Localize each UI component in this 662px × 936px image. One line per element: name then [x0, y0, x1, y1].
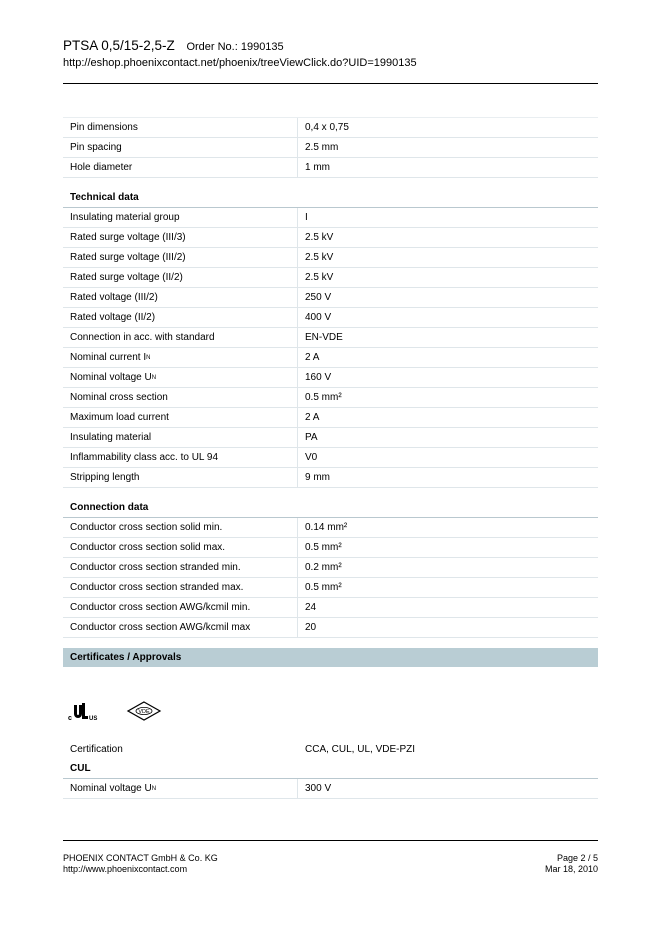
page-header [63, 38, 598, 70]
row-label: Maximum load current [63, 408, 298, 427]
row-label: Rated surge voltage (II/2) [63, 268, 298, 287]
row-value: 2.5 mm [305, 142, 339, 153]
row-label: Stripping length [63, 468, 298, 487]
row-label: Conductor cross section stranded max. [63, 578, 298, 597]
svg-text:c: c [68, 715, 72, 722]
row-label: Rated surge voltage (III/2) [63, 248, 298, 267]
row-value: 0.2 mm² [305, 562, 342, 573]
row-value: 9 mm [305, 472, 330, 483]
table-row [63, 558, 598, 578]
table-row [63, 308, 598, 328]
table-row [63, 618, 598, 638]
row-value: 24 [305, 602, 317, 613]
datasheet-content [63, 117, 598, 799]
row-label: Rated surge voltage (III/3) [63, 228, 298, 247]
table-row [63, 408, 598, 428]
order-number: Order No.: 1990135 [186, 41, 284, 53]
row-value: 0.5 mm² [305, 582, 342, 593]
row-label: Nominal voltage U N [63, 368, 298, 387]
footer-right [545, 853, 598, 875]
footer-left [63, 853, 218, 875]
product-url[interactable]: http://eshop.phoenixcontact.net/phoenix/treeViewClick.do?UID=1990135 [63, 57, 417, 69]
technical-data-heading: Technical data [63, 188, 598, 208]
company-name: PHOENIX CONTACT GmbH & Co. KG [63, 853, 218, 863]
row-label: Conductor cross section AWG/kcmil min. [63, 598, 298, 617]
row-value: 1 mm [305, 162, 330, 173]
table-row [63, 208, 598, 228]
row-value: 0.14 mm² [305, 522, 348, 533]
table-row [63, 538, 598, 558]
footer-divider [63, 840, 598, 841]
row-label: Conductor cross section stranded min. [63, 558, 298, 577]
svg-text:US: US [89, 716, 98, 722]
row-value: V0 [305, 452, 318, 463]
row-value: I [305, 212, 308, 223]
table-row [63, 328, 598, 348]
row-label: Conductor cross section solid min. [63, 518, 298, 537]
approval-logos [63, 667, 598, 739]
row-label: Rated voltage (III/2) [63, 288, 298, 307]
connection-data-table [63, 518, 598, 638]
row-value: 2.5 kV [305, 232, 334, 243]
row-value: 250 V [305, 292, 332, 303]
row-value: 2.5 kV [305, 272, 334, 283]
table-row [63, 228, 598, 248]
certification-value: CCA, CUL, UL, VDE-PZI [305, 743, 416, 755]
print-date: Mar 18, 2010 [544, 864, 598, 874]
row-label: Connection in acc. with standard [63, 328, 298, 347]
row-label: Nominal current I N [63, 348, 298, 367]
table-row [63, 268, 598, 288]
row-label: Conductor cross section solid max. [63, 538, 298, 557]
row-value: 0.5 mm² [305, 542, 342, 553]
table-row [63, 348, 598, 368]
row-value: 0,4 x 0,75 [305, 122, 349, 133]
certificates-heading: Certificates / Approvals [63, 648, 598, 667]
table-row [63, 428, 598, 448]
row-label: Conductor cross section AWG/kcmil max [63, 618, 298, 637]
table-row [63, 448, 598, 468]
table-row [63, 598, 598, 618]
table-row [63, 288, 598, 308]
cul-us-logo [68, 701, 96, 723]
product-title: PTSA 0,5/15-2,5-Z [63, 38, 175, 53]
vde-logo [127, 701, 161, 721]
table-row [63, 158, 598, 178]
row-label: Hole diameter [63, 158, 298, 177]
page-number: Page 2 / 5 [556, 853, 598, 863]
row-value: 400 V [305, 312, 332, 323]
pin-data-table [63, 117, 598, 178]
row-value: 2 A [305, 412, 320, 423]
cul-table [63, 779, 598, 799]
row-label: Nominal cross section [63, 388, 298, 407]
technical-data-table [63, 208, 598, 488]
certification-row [63, 739, 598, 759]
table-row [63, 117, 598, 138]
title-line [63, 38, 598, 55]
row-value: EN-VDE [305, 332, 343, 343]
table-row [63, 368, 598, 388]
row-label: Nominal voltage U N [63, 779, 298, 798]
row-label: Pin spacing [63, 138, 298, 157]
row-value: 300 V [305, 783, 332, 794]
table-row [63, 518, 598, 538]
cul-heading: CUL [63, 759, 598, 779]
row-label: Insulating material [63, 428, 298, 447]
table-row [63, 248, 598, 268]
row-value: 2 A [305, 352, 320, 363]
row-label: Pin dimensions [63, 118, 298, 137]
row-label: Insulating material group [63, 208, 298, 227]
row-label: Rated voltage (II/2) [63, 308, 298, 327]
table-row [63, 138, 598, 158]
table-row [63, 388, 598, 408]
company-website[interactable]: http://www.phoenixcontact.com [63, 864, 188, 874]
table-row [63, 578, 598, 598]
table-row [63, 468, 598, 488]
row-label: Inflammability class acc. to UL 94 [63, 448, 298, 467]
svg-text:VDE: VDE [138, 709, 150, 715]
header-divider [63, 83, 598, 84]
row-value: 2.5 kV [305, 252, 334, 263]
row-value: 20 [305, 622, 317, 633]
certification-label: Certification [70, 743, 123, 755]
connection-data-heading: Connection data [63, 498, 598, 518]
row-value: 0.5 mm² [305, 392, 342, 403]
row-value: PA [305, 432, 318, 443]
row-value: 160 V [305, 372, 332, 383]
table-row [63, 779, 598, 799]
